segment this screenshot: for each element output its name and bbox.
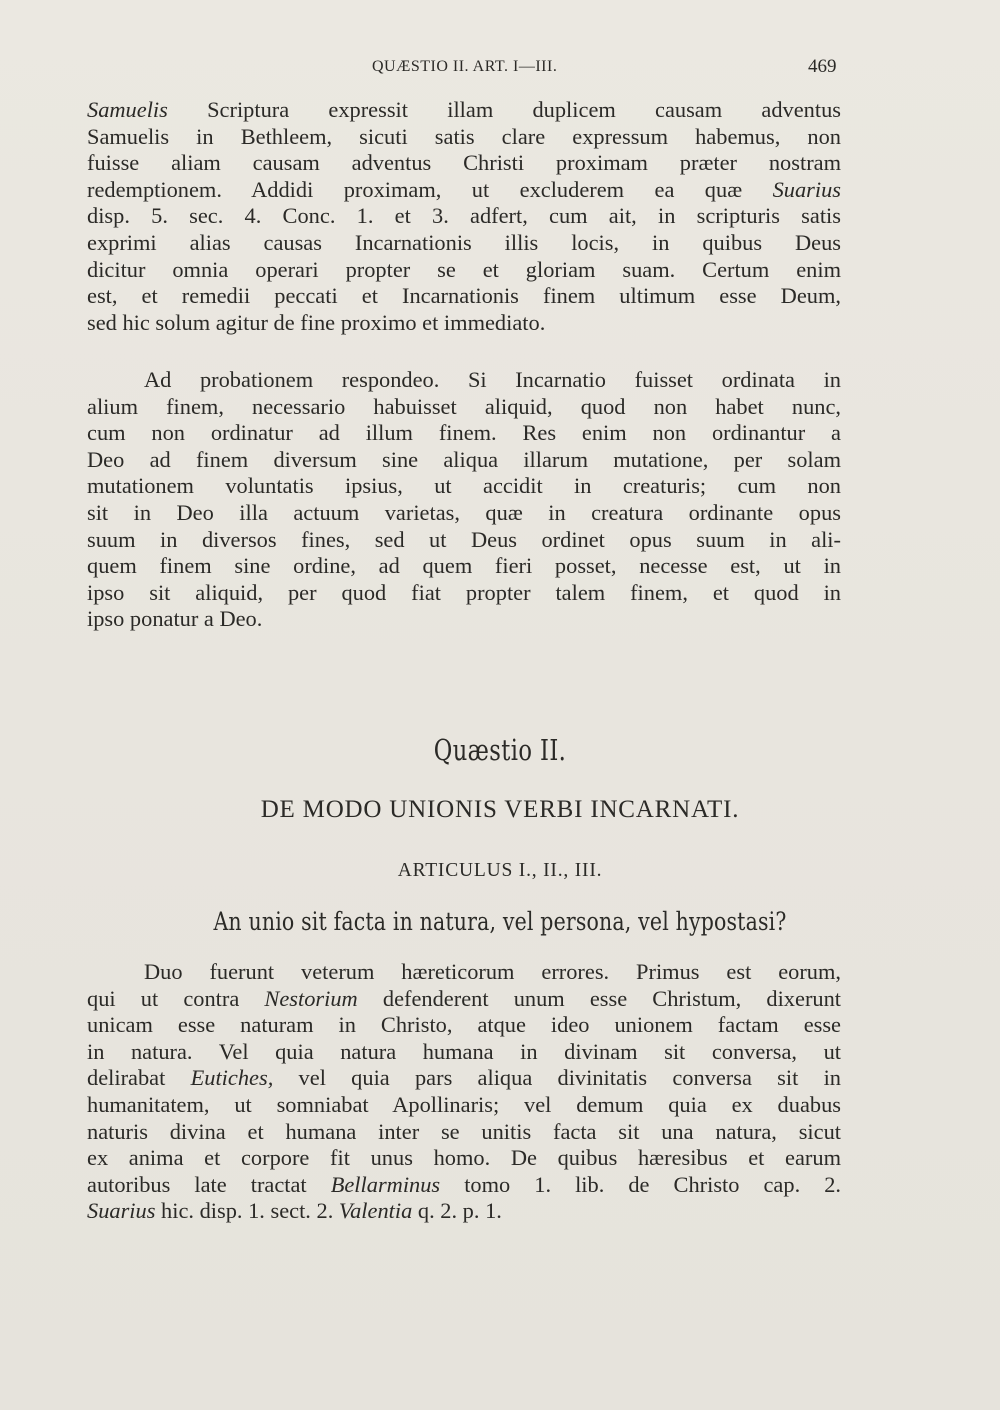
text-run: tomo 1. lib. de Christo cap. 2. bbox=[440, 1171, 841, 1197]
text-run: est, et remedii peccati et Incarnationis finem ultimum esse Deum, bbox=[87, 283, 841, 309]
text-line bbox=[87, 177, 841, 204]
text-line bbox=[87, 310, 841, 337]
text-line bbox=[87, 527, 841, 554]
text-run: ex anima et corpore fit unus homo. De quibus hæresibus et earum bbox=[87, 1145, 841, 1171]
text-line bbox=[87, 1198, 841, 1225]
text-line bbox=[87, 1012, 841, 1039]
text-line bbox=[87, 959, 841, 986]
text-line bbox=[87, 124, 841, 151]
text-run: exprimi alias causas Incarnationis illis locis, in quibus Deus bbox=[87, 229, 841, 255]
italic-name: Suarius bbox=[772, 176, 841, 202]
text-run: autoribus late tractat bbox=[87, 1171, 331, 1197]
text-run: humanitatem, ut somniabat Apollinaris; vel demum quia ex duabus bbox=[87, 1091, 841, 1117]
text-line bbox=[87, 97, 841, 124]
text-line bbox=[87, 1119, 841, 1146]
text-run: Duo fuerunt veterum hæreticorum errores. Primus est eorum, bbox=[144, 959, 841, 984]
text-run: disp. 5. sec. 4. Conc. 1. et 3. adfert, cum ait, in scripturis satis bbox=[87, 203, 841, 229]
text-run: suum in diversos fines, sed ut Deus ordinet opus suum in ali- bbox=[87, 526, 841, 552]
text-line bbox=[87, 420, 841, 447]
text-run: vel quia pars aliqua divinitatis conversa sit in bbox=[273, 1065, 842, 1091]
text-line bbox=[87, 203, 841, 230]
text-run: Deo ad finem diversum sine aliqua illarum mutatione, per solam bbox=[87, 446, 841, 472]
text-run: mutationem voluntatis ipsius, ut accidit in creaturis; cum non bbox=[87, 473, 841, 499]
paragraph-ad-probationem bbox=[87, 367, 841, 633]
italic-name: Valentia bbox=[338, 1198, 413, 1224]
text-line bbox=[87, 580, 841, 607]
text-run: unicam esse naturam in Christo, atque ideo unionem factam esse bbox=[87, 1012, 841, 1038]
text-line bbox=[87, 150, 841, 177]
article-heading: ARTICULUS I., II., III. bbox=[397, 860, 603, 881]
text-line bbox=[87, 257, 841, 284]
italic-name: Eutiches, bbox=[190, 1065, 274, 1091]
text-line bbox=[87, 1092, 841, 1119]
text-run: Ad probationem respondeo. Si Incarnatio fuisset ordinata in bbox=[144, 367, 841, 392]
text-line bbox=[87, 394, 841, 421]
text-run: ipso ponatur a Deo. bbox=[87, 606, 263, 632]
running-head-title: QUÆSTIO II. ART. I—III. bbox=[372, 58, 558, 75]
italic-name: Samuelis bbox=[87, 97, 168, 122]
text-line bbox=[87, 1145, 841, 1172]
text-line bbox=[87, 1172, 841, 1199]
text-run: Scriptura expressit illam duplicem causam adventus bbox=[167, 97, 841, 122]
page-number: 469 bbox=[808, 56, 837, 77]
text-run: quem finem sine ordine, ad quem fieri posset, necesse est, ut in bbox=[87, 553, 841, 579]
text-run: hic. disp. 1. sect. 2. bbox=[155, 1198, 339, 1224]
article-question: An unio sit facta in natura, vel persona, vel hypostasi? bbox=[213, 907, 787, 936]
italic-name: Bellarminus bbox=[330, 1171, 441, 1197]
text-run: defenderent unum esse Christum, dixerunt bbox=[357, 985, 842, 1011]
italic-name: Nestorium bbox=[264, 985, 358, 1011]
text-run: dicitur omnia operari propter se et gloriam suam. Certum enim bbox=[87, 256, 841, 282]
text-run: sit in Deo illa actuum varietas, quæ in creatura ordinante opus bbox=[87, 499, 841, 525]
text-run: ipso sit aliquid, per quod fiat propter talem finem, et quod in bbox=[87, 579, 841, 605]
text-line bbox=[87, 606, 841, 633]
text-run: naturis divina et humana inter se unitis facta sit una natura, sicut bbox=[87, 1118, 841, 1144]
text-run: sed hic solum agitur de fine proximo et immediato. bbox=[87, 309, 546, 335]
question-title: Quæstio II. bbox=[433, 733, 567, 767]
text-run: q. 2. p. 1. bbox=[412, 1198, 502, 1224]
paragraph-duo-fuerunt bbox=[87, 959, 841, 1225]
text-line bbox=[87, 500, 841, 527]
text-run: Samuelis in Bethleem, sicuti satis clare expressum habemus, non bbox=[87, 123, 841, 149]
italic-name: Suarius bbox=[87, 1198, 156, 1224]
text-line bbox=[87, 986, 841, 1013]
text-line bbox=[87, 553, 841, 580]
text-line bbox=[87, 473, 841, 500]
text-line bbox=[87, 1039, 841, 1066]
running-head bbox=[0, 58, 1000, 84]
text-run: alium finem, necessario habuisset aliquid, quod non habet nunc, bbox=[87, 393, 841, 419]
text-run: qui ut contra bbox=[87, 985, 265, 1011]
text-run: redemptionem. Addidi proximam, ut excluderem ea quæ bbox=[87, 176, 773, 202]
text-line bbox=[87, 283, 841, 310]
text-run: delirabat bbox=[87, 1065, 191, 1091]
paragraph-continuation bbox=[87, 97, 841, 336]
text-line bbox=[87, 230, 841, 257]
text-run: fuisse aliam causam adventus Christi proximam præter nostram bbox=[87, 150, 841, 176]
text-run: in natura. Vel quia natura humana in divinam sit conversa, ut bbox=[87, 1038, 841, 1064]
question-heading: DE MODO UNIONIS VERBI INCARNATI. bbox=[260, 796, 740, 823]
text-line bbox=[87, 447, 841, 474]
text-line bbox=[87, 1065, 841, 1092]
text-line bbox=[87, 367, 841, 394]
text-run: cum non ordinatur ad illum finem. Res enim non ordinantur a bbox=[87, 420, 841, 446]
